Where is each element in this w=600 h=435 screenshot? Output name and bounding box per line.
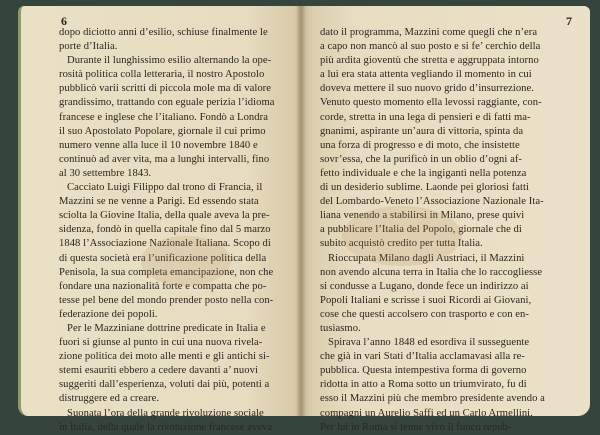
text-line: Spirava l’anno 1848 ed esordiva il susseguente	[328, 337, 530, 349]
text-line: tusiasmo.	[320, 322, 361, 334]
text-line: una forza di progresso e di moto, che insistette	[320, 139, 520, 151]
text-line: fondare una nazionalità forte e compatta che po-	[59, 280, 267, 292]
text-line: rosità politica colla letteraria, il nostro Apostolo	[59, 69, 265, 81]
text-line: Mazzini se ne venne a Parigi. Ed essendo stata	[59, 196, 259, 208]
text-line: pubblicò varii scritti di piccola mole ma di valore	[59, 83, 272, 95]
text-line: sidenza, fondò in quella capitale fino dal 5 marzo	[59, 224, 271, 236]
paper-stain	[141, 236, 231, 286]
text-line: compagni un Aurelio Saffi ed un Carlo Armellini.	[320, 407, 533, 419]
text-line: zione politica dei moto alle menti e gli antichi si-	[59, 351, 270, 363]
text-line: Penisola, la sua completa emancipazione, non che	[59, 266, 274, 278]
paper-stain	[342, 206, 462, 266]
text-line: dato il programma, Mazzini come quegli che n’era	[320, 27, 538, 38]
text-line: del Lombardo-Veneto l’Associazione Nazionale Ita-	[320, 196, 544, 208]
text-line: porte d’Italia.	[59, 41, 118, 53]
text-line: stemi esauriti ebbero a cedere davanti a’ nuovi	[59, 365, 258, 377]
text-line: si condusse a Lugano, donde fece un indirizzo ai	[320, 280, 529, 292]
text-line: liana venendo a stabilirsi in Milano, prese quivi	[320, 210, 525, 222]
text-line: grandissimo, trattando con eguale perizia l’idioma	[59, 97, 275, 109]
text-line: continuò ad aver vita, ma a lunghi intervalli, fino	[59, 153, 270, 165]
text-line: corde, stretta in una lega di pensieri e di fatti ma-	[320, 111, 531, 123]
text-line: Popoli Italiani e scrisse i suoi Ricordi ai Giovani,	[320, 294, 532, 306]
text-line: 1848 l’Associazione Nazionale Italiana. Scopo di	[59, 238, 271, 250]
text-line: Rioccupata Milano dagli Austriaci, il Mazzini	[328, 252, 525, 264]
text-line: federazione dei popoli.	[59, 308, 158, 320]
text-line: non avendo alcuna terra in Italia che lo raccogliesse	[320, 266, 543, 278]
text-line: doveva mettere il suo nuovo grido d’insurrezione.	[320, 83, 534, 95]
text-line: Per lui in Roma si tenne vivo il fuoco repub-	[320, 421, 512, 433]
page-text	[59, 26, 292, 435]
right-page	[302, 6, 590, 433]
text-line: che già in vari Stati d’Italia acclamavasi alla re-	[320, 351, 525, 363]
text-line: ridotta in atto a Roma sotto un triumvirato, fu di	[320, 379, 527, 391]
text-line: francese e inglese che l’italiano. Fondò a Londra	[59, 111, 268, 123]
text-line: a capo non mancò al suo posto e si fe’ cerchio della	[320, 41, 541, 53]
text-line: di un desiderio sublime. Laonde pei gloriosi fatti	[320, 182, 530, 194]
text-line: sovr’essa, che la purificò in un oblio d’ogni af-	[320, 153, 523, 165]
text-line: in Italia, della quale la rivoluzione francese aveva	[59, 421, 273, 433]
text-line: Cacciato Luigi Filippo dal trono di Francia, il	[67, 182, 263, 194]
left-page	[18, 6, 302, 433]
text-line: Venuto questo momento ella levossi raggiante, con-	[320, 97, 542, 109]
text-line: Per le Mazziniane dottrine predicate in Italia e	[67, 322, 266, 334]
text-line: Suonata l’ora della grande rivoluzione sociale	[67, 407, 264, 419]
text-line: cose che questi accolsero con trasporto e con en-	[320, 308, 529, 320]
text-line: sciolta la Giovine Italia, della quale aveva la pre-	[59, 210, 270, 222]
text-line: più ardita gioventù che stretta e aggruppata intorno	[320, 55, 539, 67]
text-line: di questa società era l’unificazione politica della	[59, 252, 267, 264]
text-line: subito acquistò credito per tutta Italia.	[320, 238, 483, 250]
text-line: a lui era stata attenta vegliando il momento in cui	[320, 69, 532, 81]
text-line: dopo diciotto anni d’esilio, schiuse finalmente le	[59, 27, 268, 38]
text-line: gnanimi, aspirante un’aura di vittoria, spinta da	[320, 125, 524, 137]
text-line: pubblica. Questa intempestiva forma di governo	[320, 365, 527, 377]
page-number: 6	[61, 14, 67, 28]
text-line: fuori si giunse al punto in cui una nuova rivela-	[59, 337, 263, 349]
text-line: al 30 settembre 1843.	[59, 167, 152, 179]
text-line: numero venne alla luce il 10 novembre 1840 e	[59, 139, 258, 151]
text-line: tesse pel bene del mondo prender posto nella con-	[59, 294, 274, 306]
page-number: 7	[566, 14, 572, 28]
text-line: Durante il lunghissimo esilio alternando la ope-	[67, 55, 272, 67]
text-line: suggeriti dall’esperienza, voluti dai più, potenti a	[59, 379, 270, 391]
book-spine	[296, 6, 306, 416]
text-line: fetto individuale e che la ingigantì nella potenza	[320, 167, 527, 179]
text-line: a pubblicare l’Italia del Popolo, giornale che di	[320, 224, 522, 236]
text-line: esso il Mazzini più che membro presidente avendo a	[320, 393, 545, 405]
text-line: distruggere ed a creare.	[59, 393, 160, 405]
text-line: il suo Apostolato Popolare, giornale il cui primo	[59, 125, 266, 137]
